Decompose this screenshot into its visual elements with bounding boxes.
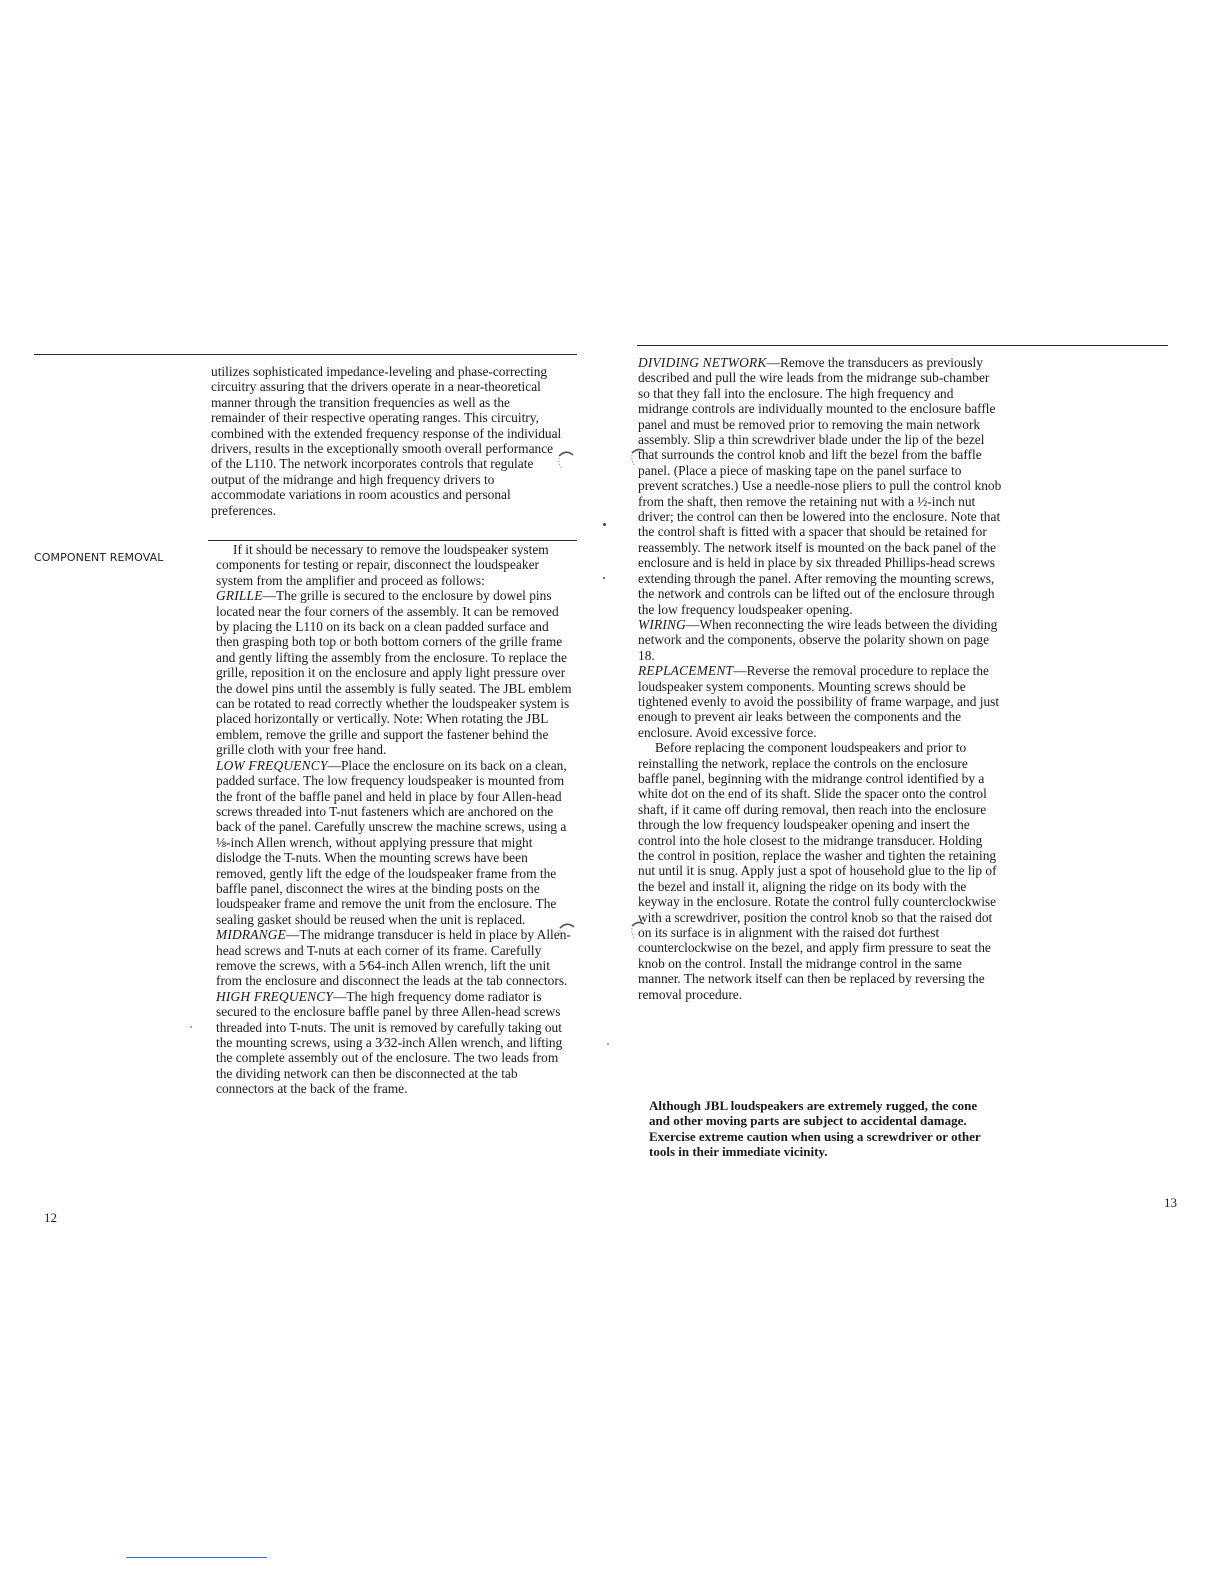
low-frequency-text: —Place the enclosure on its back on a clean, padded surface. The low frequency loudspeaker is mounted from the front of the baffle panel and held in place by four Allen-head screws threaded into T-nut fasteners which are anchored on the back of the panel. Carefully unscrew the machine screws, using a ⅛-inch Allen wrench, without applying pressure that might dislodge the T-nuts. When the mounting screws have been removed, gently lift the edge of the loudspeaker frame from the baffle panel, disconnect the wires at the binding posts on the loudspeaker frame and remove the unit from the enclosure. The sealing gasket should be reused when the unit is replaced. xyxy=(216,757,567,927)
component-removal-block xyxy=(216,542,572,1097)
removal-intro: If it should be necessary to remove the loudspeaker system components for testing or repair, disconnect the loudspeaker system from the amplifier and proceed as follows: xyxy=(216,542,549,588)
top-rule-right xyxy=(637,345,1168,346)
scan-dot-mark xyxy=(603,523,606,526)
scan-dot-mark xyxy=(190,1026,192,1028)
intro-paragraph: utilizes sophisticated impedance-leveling and phase-correcting circuitry assuring that the drivers operate in a near-theoretical manner through the transition frequencies as well as the remainder of their respective operating ranges. This circuitry, combined with the extended frequency response of the individual drivers, results in the exceptionally smooth overall performance of the L110. The network incorporates controls that regulate output of the midrange and high frequency drivers to accommodate variations in room acoustics and personal preferences. xyxy=(211,364,562,518)
scan-dot-mark xyxy=(603,577,605,579)
replacement-text: —Reverse the removal procedure to replace the loudspeaker system components. Mounting screws should be tightened evenly to avoid the possibility of frame warpage, and just enough to prevent air leaks between the components and the enclosure. Avoid excessive force. xyxy=(638,663,1000,740)
midrange-paragraph xyxy=(216,927,572,989)
replacement-heading: REPLACEMENT xyxy=(638,663,734,679)
punch-hole-mark-icon xyxy=(630,446,650,468)
punch-hole-mark-icon xyxy=(556,448,576,470)
wiring-heading: WIRING xyxy=(638,616,687,632)
wiring-text: —When reconnecting the wire leads between the dividing network and the components, observe the polarity shown on page 18. xyxy=(638,616,998,663)
bottom-edge-line xyxy=(126,1557,267,1558)
grille-heading: GRILLE xyxy=(216,588,263,604)
dividing-network-heading: DIVIDING NETWORK xyxy=(638,355,767,370)
low-frequency-heading: LOW FREQUENCY xyxy=(216,757,328,773)
page-number-left: 12 xyxy=(44,1210,57,1225)
high-frequency-heading: HIGH FREQUENCY xyxy=(216,988,333,1004)
dividing-network-paragraph xyxy=(638,355,1002,617)
punch-hole-mark-icon xyxy=(557,920,577,942)
reassembly-paragraph: Before replacing the component loudspeakers and prior to reinstalling the network, replace the controls on the enclosure baffle panel, beginning with the midrange control identified by a white dot on the end of its shaft. Slide the spacer onto the control shaft, if it came off during removal, then reach into the enclosure through the low frequency loudspeaker opening and insert the control into the hole closest to the midrange transducer. Holding the control in position, replace the washer and tighten the retaining nut until it is snug. Apply just a spot of household glue to the lip of the bezel and install it, aligning the ridge on its body with the keyway in the enclosure. Rotate the control fully counterclockwise with a screwdriver, position the control knob so that the raised dot on its surface is in alignment with the raised dot furthest counterclockwise on the bezel, and apply firm pressure to seat the knob on the control. Install the midrange control in the same manner. The network itself can then be replaced by reversing the removal procedure. xyxy=(638,740,997,1002)
right-page-block xyxy=(638,355,1002,1002)
intro-paragraph-block xyxy=(211,364,563,518)
punch-hole-mark-icon xyxy=(630,919,650,941)
section-rule-left xyxy=(208,540,577,541)
midrange-heading: MIDRANGE xyxy=(216,927,287,943)
replacement-paragraph xyxy=(638,663,1002,740)
page-number-right: 13 xyxy=(1164,1195,1177,1210)
high-frequency-text: —The high frequency dome radiator is secured to the enclosure baffle panel by three Allen-head screws threaded into T-nuts. The unit is removed by carefully taking out the mounting screws, using a 3⁄32-inch Allen wrench, and lifting the complete assembly out of the enclosure. The two leads from the dividing network can then be disconnected at the tab connectors at the back of the frame. xyxy=(216,988,563,1097)
midrange-text: —The midrange transducer is held in place by Allen-head screws and T-nuts at each corner of its frame. Carefully remove the screws, with a 5⁄64-inch Allen wrench, lift the unit from the enclosure and disconnect the leads at the tab connectors. xyxy=(216,927,571,989)
grille-paragraph xyxy=(216,588,572,757)
high-frequency-paragraph xyxy=(216,989,572,1097)
low-frequency-paragraph xyxy=(216,758,572,927)
grille-text: —The grille is secured to the enclosure by dowel pins located near the four corners of the assembly. It can be removed by placing the L110 on its back on a clean padded surface and then grasping both top or both bottom corners of the grille frame and gently lifting the assembly from the enclosure. To replace the grille, reposition it on the enclosure and apply light pressure over the dowel pins until the assembly is fully seated. The JBL emblem can be rotated to read correctly whether the loudspeaker system is placed horizontally or vertically. Note: When rotating the JBL emblem, remove the grille and support the fastener behind the grille cloth with your free hand. xyxy=(216,588,572,758)
section-label-component-removal: COMPONENT REMOVAL xyxy=(34,551,164,564)
dividing-network-text: —Remove the transducers as previously described and pull the wire leads from the midrange sub-chamber so that they fall into the enclosure. The high frequency and midrange controls are individually mounted to the enclosure baffle panel and must be removed prior to removing the main network assembly. Slip a thin screwdriver blade under the lip of the bezel that surrounds the control knob and lift the bezel from the baffle panel. (Place a piece of masking tape on the panel surface to prevent scratches.) Use a needle-nose pliers to pull the control knob from the shaft, then remove the retaining nut with a ½-inch nut driver; the control can then be lowered into the enclosure. Note that the control shaft is fitted with a spacer that should be retained for reassembly. The network itself is mounted on the back panel of the enclosure and is held in place by six threaded Phillips-head screws extending through the panel. After removing the mounting screws, the network and controls can be lifted out of the enclosure through the low frequency loudspeaker opening. xyxy=(638,355,1002,617)
caution-warning: Although JBL loudspeakers are extremely rugged, the cone and other moving parts are subject to accidental damage. Exercise extreme caution when using a screwdriver or other tools in their immediate vicinity. xyxy=(649,1098,981,1160)
scan-dot-mark xyxy=(607,1043,609,1045)
top-rule-left xyxy=(34,354,577,355)
wiring-paragraph xyxy=(638,617,1002,663)
